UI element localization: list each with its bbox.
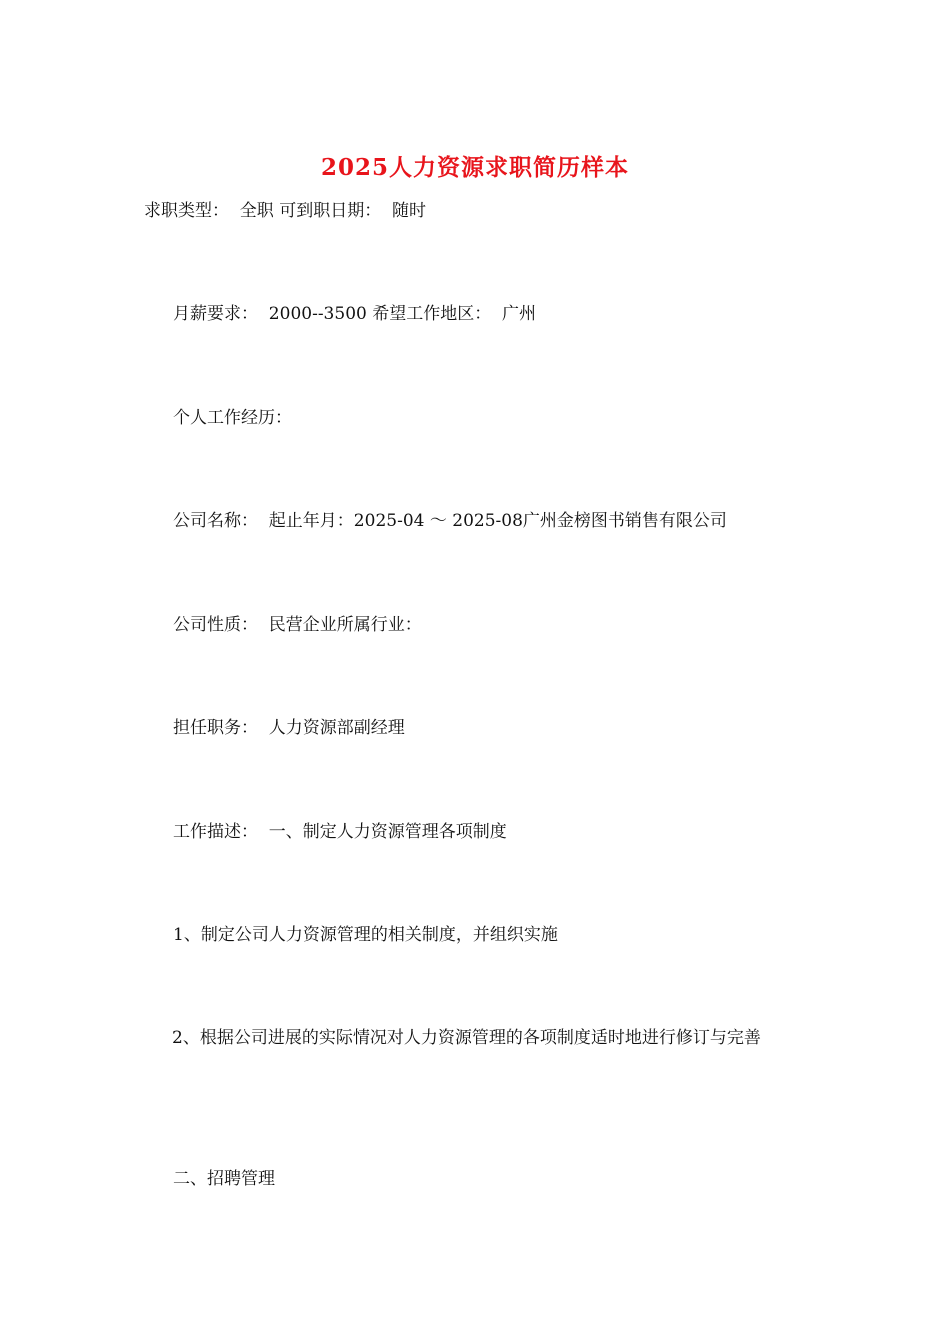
line-company-type: 公司性质： 民营企业所属行业： [173,615,422,635]
line-item-2: 2、根据公司进展的实际情况对人力资源管理的各项制度适时地进行修订与完善 [172,1028,761,1048]
line-company-name: 公司名称： 起止年月：2025-04 ～ 2025-08广州金榜图书销售有限公司 [173,511,727,531]
line-salary: 月薪要求： 2000--3500 希望工作地区： 广州 [173,304,537,324]
document-title: 2025人力资源求职简历样本 [320,154,629,181]
line-recruitment-heading: 二、招聘管理 [173,1169,275,1189]
line-work-history-heading: 个人工作经历： [173,408,292,428]
line-position: 担任职务： 人力资源部副经理 [173,718,405,738]
line-job-type: 求职类型： 全职 可到职日期： 随时 [144,201,427,221]
line-job-description: 工作描述： 一、制定人力资源管理各项制度 [173,822,507,842]
line-item-1: 1、制定公司人力资源管理的相关制度，并组织实施 [173,925,558,945]
